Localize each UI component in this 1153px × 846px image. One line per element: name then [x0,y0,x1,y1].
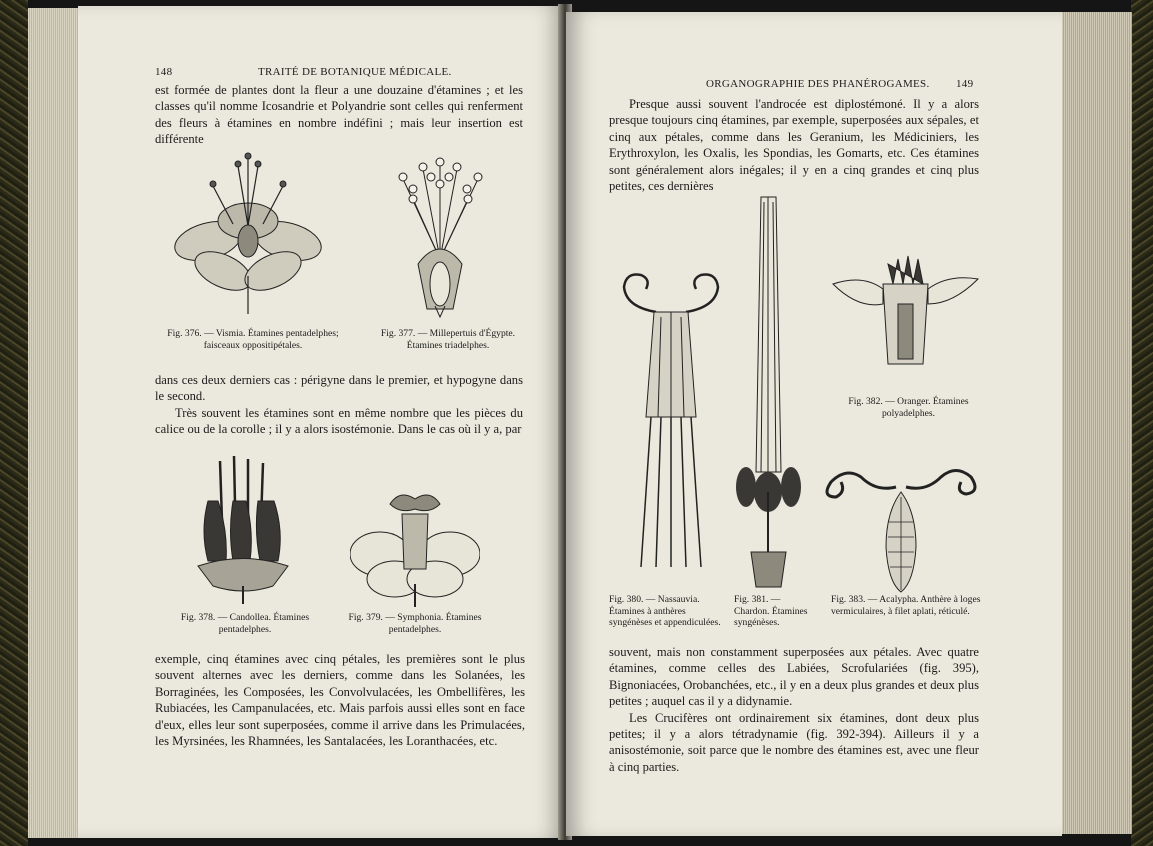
running-head: TRAITÉ DE BOTANIQUE MÉDICALE. [258,66,452,78]
figure-381-caption: Fig. 381. — Chardon. Étamines syngénèses. [734,594,808,629]
page-number: 149 [956,78,974,90]
figure-378-caption: Fig. 378. — Candollea. Étamines pentadelphes. [180,612,310,635]
figure-376-caption: Fig. 376. — Vismia. Étamines pentadelphes; faisceaux oppositipétales. [167,328,339,351]
figure-378-illustration [188,451,298,606]
paragraph-bottom: exemple, cinq étamines avec cinq pétales, les premières sont le plus souvent alternes avec les derniers, comme dans les Solanées, les Borraginées, les Composées, les Convolvulacées, les Ombellifères, les Rubiacées, les Campanulacées, etc. Mais parfois aussi elles sont en face d'eux, elles leur sont superposées, comme il arrive dans les Primulacées, les Myrsinées, les Rhamnées, les Santalacées, les Loranthacées, etc. [155,652,525,749]
figure-382-caption: Fig. 382. — Oranger. Étamines polyadelphes. [848,396,969,419]
figure-377-illustration [383,149,498,319]
right-page [566,12,1062,836]
paragraph-bottom: souvent, mais non constamment superposées aux pétales. Avec quatre étamines, comme celles des Labiées, Scrofulariées (fig. 395), Bignoniacées, Orobanchées, etc., il y en a deux plus grandes et deux plus petites ; auquel cas il y a didynamie. Les Crucifères ont ordinairement six étamines, dont deux plus petites; il y a alors tétradynamie (fig. 392-394). Ailleurs il y a anisostémonie, soit parce que le nombre des étamines est, avec une fleur à cinq parties. [609,645,979,774]
paragraph-top: est formée de plantes dont la fleur a une douzaine d'étamines ; et les classes qu'il nomme Icosandrie et Polyandrie sont celles qui renferment des fleurs à étamines en nombre indéfini ; mais leur insertion est différente [155,83,523,147]
book-cover-left [0,0,28,846]
figure-379-caption: Fig. 379. — Symphonia. Étamines pentadelphes. [348,612,482,635]
figure-376-illustration [173,146,323,316]
page-edges-right [1062,12,1132,834]
paragraph-middle: dans ces deux derniers cas : périgyne dans le premier, et hypogyne dans le second. Très souvent les étamines sont en même nombre que les pièces du calice ou de la corolle ; il y a alors isostémonie. Dans le cas où il y a, par [155,373,523,437]
running-head: ORGANOGRAPHIE DES PHANÉROGAMES. [706,78,930,90]
figure-383-illustration [816,452,986,597]
figure-381-illustration [731,192,806,592]
figure-379-illustration [350,474,480,609]
figure-380-illustration [616,267,726,587]
page-edges-left [28,8,78,838]
figure-380-caption: Fig. 380. — Nassauvia. Étamines à anthères syngénèses et appendiculées. [609,594,721,629]
book-cover-right [1131,0,1153,846]
paragraph-top: Presque aussi souvent l'androcée est diplostémoné. Il y a alors presque toujours cinq étamines, par exemple, superposées aux sépales, et cinq aux pétales, comme dans les Geranium, les Médiciniers, les Erythroxylon, les Oxalis, les Spondias, les Gomarts, etc. Ces étamines sont généralement alors inégales; il y en a cinq grandes et cinq plus petites, ces dernières [609,97,979,194]
figure-377-caption: Fig. 377. — Millepertuis d'Égypte. Étamines triadelphes. [380,328,516,351]
figure-383-caption: Fig. 383. — Acalypha. Anthère à loges vermiculaires, à filet aplati, réticulé. [831,594,981,617]
left-page [78,6,564,838]
figure-382-illustration [828,244,983,374]
page-number: 148 [155,66,173,78]
